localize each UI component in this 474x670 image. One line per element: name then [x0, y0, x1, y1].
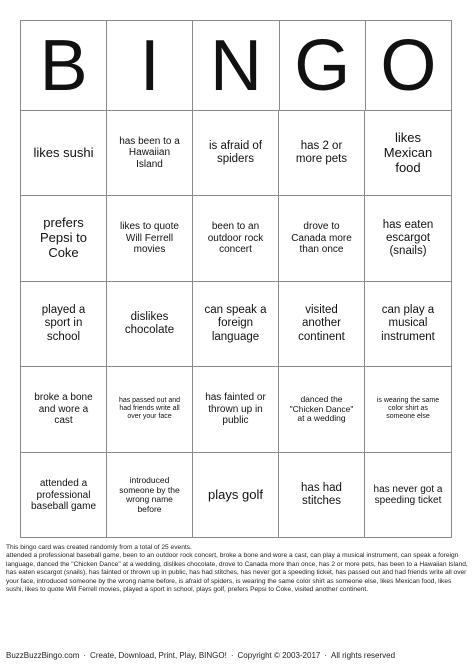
bingo-square: visited another continent: [279, 282, 365, 367]
bingo-square: played a sport in school: [21, 282, 107, 367]
bingo-square: is wearing the same color shirt as someone else: [365, 367, 451, 452]
footer-separator: ·: [230, 651, 234, 660]
footer-separator: ·: [324, 651, 328, 660]
bingo-square: likes sushi: [21, 111, 107, 196]
footer-actions: Create, Download, Print, Play, BINGO!: [90, 651, 227, 660]
bingo-header: [21, 21, 451, 111]
bingo-square: broke a bone and wore a cast: [21, 367, 107, 452]
description-events: attended a professional baseball game, been to an outdoor rock concert, broke a bone and wore a cast, can play a musical instrument, can speak a foreign language, danced the "Chicken Dance" at a wedding, dislikes chocolate, drove to Canada more than once, has 2 or more pets, has been to a Hawaiian Island, has eaten escargot (snails), has fainted or thrown up in public, has had stitches, has never got a speeding ticket, has passed out and had friends write all over your face, introduced someone by the wrong name before, is afraid of spiders, is wearing the same color shirt as someone else, likes Mexican food, likes sushi, likes to quote Will Ferrell movies, played a sport in school, plays golf, prefers Pepsi to Coke, visited another continent.: [6, 552, 468, 594]
bingo-square: prefers Pepsi to Coke: [21, 196, 107, 281]
bingo-square: has never got a speeding ticket: [373, 483, 443, 507]
bingo-square: introduced someone by the wrong name before: [107, 453, 193, 538]
bingo-square: danced the "Chicken Dance" at a wedding: [279, 367, 365, 452]
header-letter-g: G: [280, 21, 366, 110]
bingo-square: can speak a foreign language: [193, 282, 279, 367]
header-letter-b: B: [21, 21, 107, 110]
bingo-square: drove to Canada more than once: [279, 196, 365, 281]
footer-rights: All rights reserved: [331, 651, 396, 660]
bingo-square: has fainted or thrown up in public: [193, 367, 279, 452]
description-intro: This bingo card was created randomly from a total of 25 events.: [6, 544, 192, 551]
bingo-card: [20, 20, 452, 538]
footer-site-link[interactable]: BuzzBuzzBingo.com: [6, 651, 80, 660]
header-letter-i: I: [107, 21, 193, 110]
footer-separator: ·: [83, 651, 87, 660]
bingo-square: has eaten escargot (snails): [365, 196, 451, 281]
card-description: [6, 544, 468, 595]
bingo-square: has had stitches: [279, 453, 365, 538]
bingo-square: has 2 or more pets: [279, 111, 365, 196]
footer-copyright: Copyright © 2003-2017: [237, 651, 321, 660]
bingo-square: been to an outdoor rock concert: [193, 196, 279, 281]
bingo-square: dislikes chocolate: [107, 282, 193, 367]
bingo-square: has passed out and had friends write all over your face: [107, 367, 193, 452]
page-footer: [6, 651, 468, 660]
header-letter-n: N: [193, 21, 279, 110]
bingo-square: can play a musical instrument: [365, 282, 451, 367]
bingo-square: plays golf: [193, 453, 279, 538]
bingo-square: likes to quote Will Ferrell movies: [107, 196, 193, 281]
bingo-square: attended a professional baseball game: [21, 453, 107, 538]
bingo-square: likes Mexican food: [365, 111, 451, 196]
header-letter-o: O: [380, 25, 437, 106]
bingo-square: has been to a Hawaiian Island: [107, 111, 193, 196]
bingo-square: is afraid of spiders: [193, 111, 279, 196]
bingo-grid: [21, 111, 451, 538]
